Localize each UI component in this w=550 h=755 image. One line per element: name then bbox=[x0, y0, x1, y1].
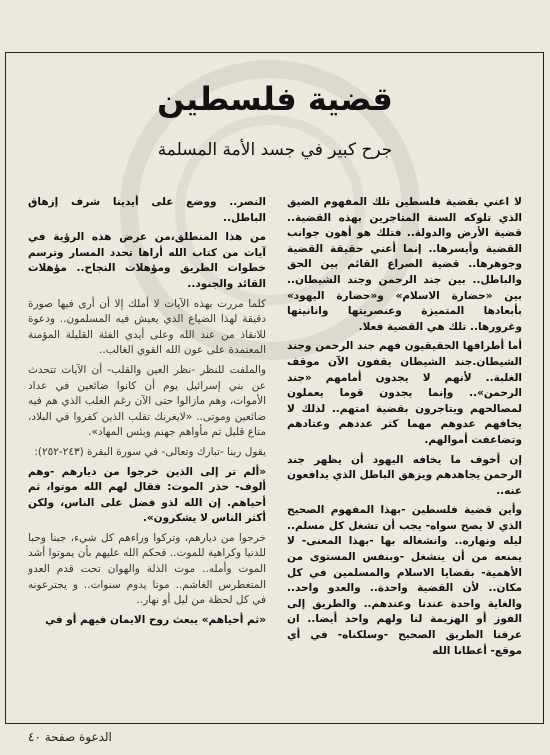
article-title: قضية فلسطين bbox=[157, 80, 393, 118]
paragraph: والملفت للنظر -نظر العين والقلب- أن الآيات تتحدث عن بني إسرائيل يوم أن كانوا ضائعين في عداد الأموات، وهم مازالوا حتى الآن رغم الغلب الذي هم فيه ضائعين وموتى.. «لايغرنك تقلب الذين كفروا في البلاد، متاع قليل ثم مأواهم جهنم وبئس المهاد». bbox=[28, 363, 266, 439]
paragraph: إن أخوف ما يخافه اليهود أن يظهر جند الرحمن يجاهدهم ويزهق الباطل الذي يدافعون عنه.. bbox=[287, 453, 522, 497]
right-column bbox=[287, 195, 522, 715]
paragraph: من هذا المنطلق،من عرض هذه الرؤية في آيات من كتاب الله أراها تحدد المسار وترسم خطوات الطريق ومؤهلات النجاح.. مؤهلات القائد والجنود.. bbox=[28, 231, 266, 290]
paragraph: خرجوا من ديارهم، وتركوا وراءهم كل شيء، جبنا وحبا للدنيا وكراهية للموت.. فحكم الله عليهم بأن يموتوا أشد الموت وأمله.. موت الذلة والهوان تحت قدم العدو المتغطرس الغاشم.. موتا يدوم سنوات.. و يجترعونه في كل لحظة من ليل أو نهار.. bbox=[28, 531, 266, 607]
paragraph: كلما مررت بهذه الآيات لا أملك إلا أن أرى فيها صورة دقيقة لهذا الضياع الذي يعيش فيه المسلمون.. ودعوة للانقاذ من عند الله وعلى أيدي الفئة القليلة المؤمنة المعتمدة على عون الله القوي الغالب.. bbox=[28, 297, 266, 357]
page-footer bbox=[0, 728, 550, 750]
left-column bbox=[28, 195, 266, 715]
paragraph: لا اعني بقضية فلسطين تلك المفهوم الضيق الذي تلوكه السنة المتاجرين بهذه القضية.. قضية الأرض والدولة.. فتلك هو أهون جوانب القضية وأيسرها.. إنما أعني حقيقة القضية وجوهرها.. قضية الصراع القائم بين الحق والباطل.. بين جند الرحمن وجند الشيطان.. بين «حضارة الاسلام» و«حضارة اليهود» بأبعادها المتميزة وعنصريتها وانانيتها وغرورها.. تلك هي القضية فعلا. bbox=[287, 196, 522, 333]
article-subtitle: جرح كبير في جسد الأمة المسلمة bbox=[157, 140, 393, 160]
paragraph: «ثم أحياهم» يبعث روح الايمان فيهم أو في bbox=[45, 613, 266, 626]
paragraph: النصر.. ووضع على أيدينا شرف إزهاق الباطل.. bbox=[28, 196, 266, 224]
page-number-label: الدعوة صفحة ٤٠ bbox=[28, 730, 112, 744]
paragraph: أما أطرافها الحقيقيون فهم جند الرحمن وجند الشيطان.جند الشيطان يقفون الآن موقف الغلبة.. لأنهم لا يجدون أمامهم «جند الرحمن».. وإنما يجدون قوما يعملون لمصالحهم ويتاجرون بقضية امتهم.. لذلك لا يخافهم عدوهم مهما كثر عددهم وعتادهم وتضاعفت أموالهم. bbox=[287, 340, 522, 446]
paragraph: وأين قضية فلسطين -بهذا المفهوم الصحيح الذي لا يصح سواه- يجب أن تشغل كل مسلم.. ليله ونهاره.. وانشغاله بها -بهذا المعنى- لا يمنعه من أن ينشغل -وبنفس المستوى من الأهمية- بقضايا الاسلام والمسلمين في كل مكان.. لأن القضية واحدة.. والعدو واحد.. والغاية واحدة عندنا وعندهم.. والطريق إلى الفوز أو الهزيمة لنا ولهم واحد أيضا.. ان عرفنا الطريق الصحيح -وسلكناه- في أي موقع- أعطانا الله bbox=[287, 504, 522, 657]
paragraph: يقول ربنا -تبارك وتعالى- في سورة البقرة (٢٤٣-٢٥٢): bbox=[34, 445, 266, 458]
quran-quote: «ألم تر إلى الذين خرجوا من ديارهم -وهم ألوف- حذر الموت: فقال لهم الله موتوا، ثم أحياهم. إن الله لذو فضل على الناس، ولكن أكثر الناس لا يشكرون». bbox=[28, 465, 266, 525]
